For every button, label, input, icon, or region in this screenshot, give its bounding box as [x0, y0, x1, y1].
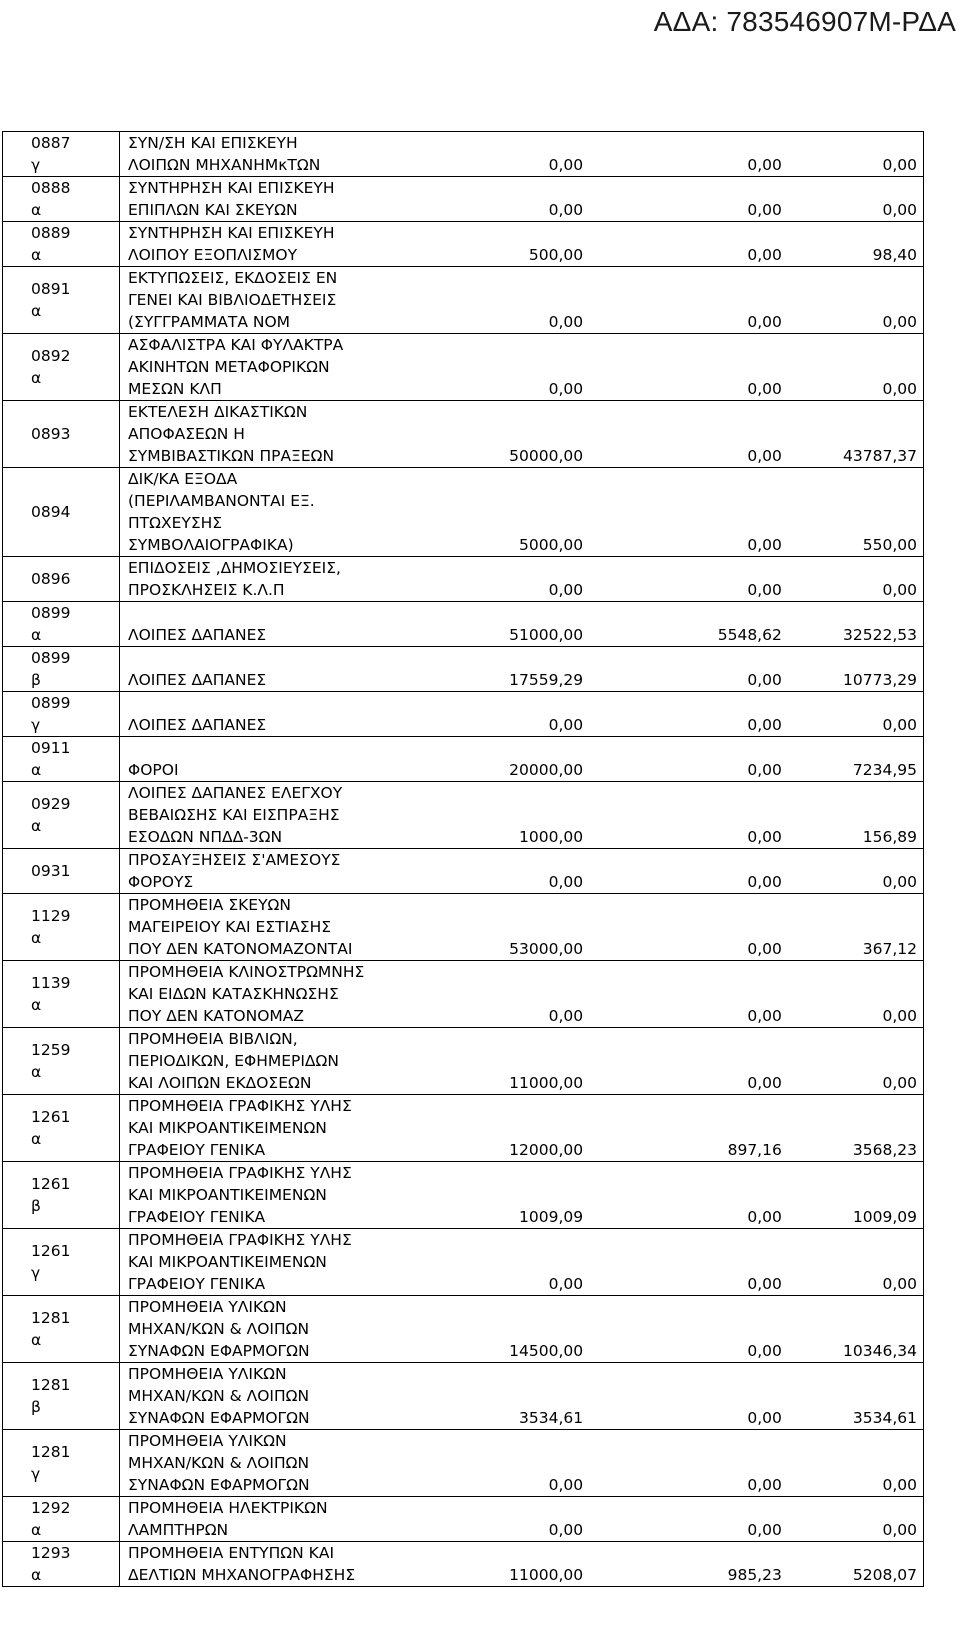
row-code: 0887	[31, 134, 71, 152]
row-code: 0899	[31, 694, 71, 712]
row-description-line: ΔΙΚ/ΚΑ ΕΞΟΔΑ	[128, 470, 238, 488]
row-description-line: ΠΤΩΧΕΥΣΗΣ	[128, 514, 223, 532]
row-value-v1: 14500,00	[509, 1342, 584, 1360]
row-code: 0888	[31, 179, 71, 197]
row-value-v1: 1000,00	[519, 828, 584, 846]
row-code: 1139	[31, 974, 71, 992]
table-row	[3, 1229, 924, 1296]
table-row	[3, 737, 924, 782]
table-row	[3, 849, 924, 894]
table-row	[3, 1430, 924, 1497]
row-value-v3: 10773,29	[843, 671, 917, 689]
row-content-cell	[120, 1497, 924, 1542]
row-content-cell	[120, 1542, 924, 1587]
row-code: 1261	[31, 1242, 71, 1260]
row-value-v1: 0,00	[548, 873, 584, 891]
table-row	[3, 1095, 924, 1162]
row-value-v3: 10346,34	[843, 1342, 917, 1360]
row-code-cell	[3, 401, 120, 468]
row-content-cell	[120, 1095, 924, 1162]
row-value-v1: 0,00	[548, 201, 584, 219]
row-description-line: ΜΑΓΕΙΡΕΙΟΥ ΚΑΙ ΕΣΤΙΑΣΗΣ	[128, 918, 332, 936]
row-code: 1281	[31, 1309, 71, 1327]
row-content-cell	[120, 177, 924, 222]
row-subcode: β	[31, 1398, 41, 1416]
row-code: 1259	[31, 1041, 71, 1059]
row-subcode: α	[31, 369, 42, 387]
row-description	[128, 669, 384, 691]
row-subcode: γ	[31, 156, 41, 174]
row-value-v1: 0,00	[548, 716, 584, 734]
row-subcode: β	[31, 1197, 41, 1215]
row-value-v2: 0,00	[747, 313, 782, 331]
row-value-v2: 0,00	[747, 1007, 782, 1025]
table-row	[3, 692, 924, 737]
table-row	[3, 222, 924, 267]
row-value-v2: 5548,62	[717, 626, 782, 644]
row-value-v2: 0,00	[747, 1208, 782, 1226]
row-code-cell	[3, 961, 120, 1028]
row-content-cell	[120, 401, 924, 468]
row-subcode: α	[31, 761, 42, 779]
row-code-cell	[3, 132, 120, 177]
row-content-cell	[120, 557, 924, 602]
row-description-line: ΣΥΜΒΙΒΑΣΤΙΚΩΝ ΠΡΑΞΕΩΝ	[128, 447, 335, 465]
row-description	[128, 1229, 384, 1295]
row-value-v2: 0,00	[747, 1476, 782, 1494]
row-value-v3: 7234,95	[852, 761, 917, 779]
row-description-line: ΜΗΧΑΝ/ΚΩΝ & ΛΟΙΠΩΝ	[128, 1454, 310, 1472]
row-value-v2: 0,00	[747, 1521, 782, 1539]
row-value-v3: 0,00	[882, 581, 917, 599]
row-description-line: ΦΟΡΟΙ	[128, 761, 179, 779]
row-description-line: ΑΣΦΑΛΙΣΤΡΑ ΚΑΙ ΦΥΛΑΚΤΡΑ	[128, 336, 344, 354]
row-code-cell	[3, 1363, 120, 1430]
row-value-v3: 0,00	[882, 201, 917, 219]
row-subcode: α	[31, 1331, 42, 1349]
budget-table	[2, 131, 924, 1587]
row-description-line: ΕΠΙΠΛΩΝ ΚΑΙ ΣΚΕΥΩΝ	[128, 201, 298, 219]
row-value-v2: 0,00	[747, 447, 782, 465]
table-row	[3, 1542, 924, 1587]
table-row	[3, 1028, 924, 1095]
row-description-line: ΠΡΟΜΗΘΕΙΑ ΥΛΙΚΩΝ	[128, 1298, 287, 1316]
row-value-v2: 0,00	[747, 1074, 782, 1092]
row-code: 1261	[31, 1108, 71, 1126]
row-description-line: ΛΟΙΠΕΣ ΔΑΠΑΝΕΣ	[128, 671, 267, 689]
row-description-line: ΣΥΝΤΗΡΗΣΗ ΚΑΙ ΕΠΙΣΚΕΥΗ	[128, 224, 335, 242]
row-content-cell	[120, 468, 924, 557]
row-subcode: α	[31, 302, 42, 320]
row-description-line: ΑΚΙΝΗΤΩΝ ΜΕΤΑΦΟΡΙΚΩΝ	[128, 358, 330, 376]
row-code-cell	[3, 177, 120, 222]
row-subcode: γ	[31, 716, 41, 734]
row-value-v2: 0,00	[747, 581, 782, 599]
row-code-cell	[3, 222, 120, 267]
row-value-v3: 3534,61	[852, 1409, 917, 1427]
row-description-line: ΠΡΟΜΗΘΕΙΑ ΥΛΙΚΩΝ	[128, 1365, 287, 1383]
table-row	[3, 1296, 924, 1363]
row-description	[128, 401, 384, 467]
row-code-cell	[3, 692, 120, 737]
table-row	[3, 782, 924, 849]
row-subcode: γ	[31, 1264, 41, 1282]
row-code: 0911	[31, 739, 71, 757]
row-description-line: ΓΡΑΦΕΙΟΥ ΓΕΝΙΚΑ	[128, 1275, 266, 1293]
row-description-line: ΜΕΣΩΝ ΚΛΠ	[128, 380, 222, 398]
row-code: 0899	[31, 649, 71, 667]
row-subcode: α	[31, 246, 42, 264]
table-row	[3, 1497, 924, 1542]
row-value-v3: 156,89	[862, 828, 917, 846]
row-value-v2: 0,00	[747, 761, 782, 779]
row-value-v1: 17559,29	[509, 671, 584, 689]
row-description-line: ΠΡΟΜΗΘΕΙΑ ΓΡΑΦΙΚΗΣ ΥΛΗΣ	[128, 1097, 352, 1115]
table-row	[3, 468, 924, 557]
table-row	[3, 267, 924, 334]
row-description-line: ΠΡΟΜΗΘΕΙΑ ΥΛΙΚΩΝ	[128, 1432, 287, 1450]
table-row	[3, 132, 924, 177]
row-value-v1: 0,00	[548, 1521, 584, 1539]
row-description-line: ΕΚΤΥΠΩΣΕΙΣ, ΕΚΔΟΣΕΙΣ ΕΝ	[128, 269, 338, 287]
row-content-cell	[120, 692, 924, 737]
row-value-v3: 550,00	[862, 536, 917, 554]
row-content-cell	[120, 782, 924, 849]
budget-table-body	[3, 132, 924, 1587]
row-subcode: α	[31, 1521, 42, 1539]
row-description-line: ΛΟΙΠΕΣ ΔΑΠΑΝΕΣ	[128, 626, 267, 644]
row-code-cell	[3, 1095, 120, 1162]
row-description-line: ΠΟΥ ΔΕΝ ΚΑΤΟΝΟΜΑΖ	[128, 1007, 304, 1025]
row-description-line: ΛΑΜΠΤΗΡΩΝ	[128, 1521, 229, 1539]
row-code: 1281	[31, 1443, 71, 1461]
row-code-cell	[3, 737, 120, 782]
row-description-line: ΚΑΙ ΜΙΚΡΟΑΝΤΙΚΕΙΜΕΝΩΝ	[128, 1186, 327, 1204]
row-description-line: (ΣΥΓΓΡΑΜΜΑΤΑ ΝΟΜ	[128, 313, 291, 331]
row-description-line: ΠΡΟΣΚΛΗΣΕΙΣ Κ.Λ.Π	[128, 581, 285, 599]
row-value-v2: 985,23	[727, 1566, 782, 1584]
row-subcode: α	[31, 929, 42, 947]
row-code-cell	[3, 849, 120, 894]
row-description-line: ΒΕΒΑΙΩΣΗΣ ΚΑΙ ΕΙΣΠΡΑΞΗΣ	[128, 806, 340, 824]
row-description-line: ΠΕΡΙΟΔΙΚΩΝ, ΕΦΗΜΕΡΙΔΩΝ	[128, 1052, 339, 1070]
row-description-line: ΣΥΜΒΟΛΑΙΟΓΡΑΦΙΚΑ)	[128, 536, 294, 554]
table-row	[3, 961, 924, 1028]
row-description-line: ΛΟΙΠΩΝ ΜΗΧΑΝΗΜκΤΩΝ	[128, 156, 321, 174]
row-description-line: ΛΟΙΠΕΣ ΔΑΠΑΝΕΣ	[128, 716, 267, 734]
row-description-line: ΠΡΟΜΗΘΕΙΑ ΕΝΤΥΠΩΝ ΚΑΙ	[128, 1544, 335, 1562]
row-description-line: ΕΚΤΕΛΕΣΗ ΔΙΚΑΣΤΙΚΩΝ	[128, 403, 308, 421]
row-description	[128, 1028, 384, 1094]
row-description-line: ΓΕΝΕΙ ΚΑΙ ΒΙΒΛΙΟΔΕΤΗΣΕΙΣ	[128, 291, 337, 309]
row-value-v2: 0,00	[747, 873, 782, 891]
row-subcode: α	[31, 626, 42, 644]
table-row	[3, 1363, 924, 1430]
row-description-line: ΠΡΟΜΗΘΕΙΑ ΚΛΙΝΟΣΤΡΩΜΝΗΣ	[128, 963, 365, 981]
row-value-v2: 0,00	[747, 536, 782, 554]
row-description-line: ΣΥΝ/ΣΗ ΚΑΙ ΕΠΙΣΚΕΥΗ	[128, 134, 298, 152]
row-description	[128, 714, 384, 736]
row-value-v1: 20000,00	[509, 761, 584, 779]
row-code: 1293	[31, 1544, 71, 1562]
row-content-cell	[120, 1028, 924, 1095]
row-description	[128, 132, 384, 176]
row-subcode: β	[31, 671, 41, 689]
row-content-cell	[120, 602, 924, 647]
row-description-line: ΣΥΝΑΦΩΝ ΕΦΑΡΜΟΓΩΝ	[128, 1476, 310, 1494]
row-subcode: α	[31, 201, 42, 219]
row-value-v2: 0,00	[747, 1342, 782, 1360]
row-description-line: ΠΟΥ ΔΕΝ ΚΑΤΟΝΟΜΑΖΟΝΤΑΙ	[128, 940, 353, 958]
row-code-cell	[3, 647, 120, 692]
row-code-cell	[3, 1162, 120, 1229]
row-content-cell	[120, 961, 924, 1028]
row-code-cell	[3, 1296, 120, 1363]
row-code-cell	[3, 1542, 120, 1587]
row-value-v1: 53000,00	[509, 940, 584, 958]
row-description-line: ΚΑΙ ΛΟΙΠΩΝ ΕΚΔΟΣΕΩΝ	[128, 1074, 312, 1092]
row-description	[128, 1497, 384, 1541]
row-value-v1: 0,00	[548, 581, 584, 599]
row-code: 0899	[31, 604, 71, 622]
row-value-v1: 500,00	[528, 246, 584, 264]
row-description-line: ΠΡΟΣΑΥΞΗΣΕΙΣ Σ'ΑΜΕΣΟΥΣ	[128, 851, 341, 869]
row-value-v2: 0,00	[747, 716, 782, 734]
table-row	[3, 401, 924, 468]
ada-header: ΑΔΑ: 783546907Μ-ΡΔΑ	[653, 6, 956, 37]
row-content-cell	[120, 894, 924, 961]
row-description-line: ΠΡΟΜΗΘΕΙΑ ΓΡΑΦΙΚΗΣ ΥΛΗΣ	[128, 1164, 352, 1182]
row-code-cell	[3, 782, 120, 849]
row-value-v3: 0,00	[882, 1074, 917, 1092]
row-value-v3: 0,00	[882, 1275, 917, 1293]
row-description	[128, 1095, 384, 1161]
row-description-line: ΚΑΙ ΜΙΚΡΟΑΝΤΙΚΕΙΜΕΝΩΝ	[128, 1253, 327, 1271]
row-value-v3: 367,12	[862, 940, 917, 958]
row-content-cell	[120, 737, 924, 782]
row-value-v1: 3534,61	[519, 1409, 584, 1427]
row-value-v2: 0,00	[747, 671, 782, 689]
row-code: 0896	[31, 570, 71, 588]
row-description-line: ΛΟΙΠΟΥ ΕΞΟΠΛΙΣΜΟΥ	[128, 246, 298, 264]
row-description	[128, 222, 384, 266]
row-value-v3: 32522,53	[843, 626, 917, 644]
row-description	[128, 1542, 384, 1586]
row-value-v1: 0,00	[548, 313, 584, 331]
row-value-v2: 0,00	[747, 1409, 782, 1427]
row-description-line: ΓΡΑΦΕΙΟΥ ΓΕΝΙΚΑ	[128, 1141, 266, 1159]
row-description-line: ΦΟΡΟΥΣ	[128, 873, 194, 891]
row-description-line: ΓΡΑΦΕΙΟΥ ΓΕΝΙΚΑ	[128, 1208, 266, 1226]
row-value-v2: 897,16	[727, 1141, 782, 1159]
row-description-line: ΠΡΟΜΗΘΕΙΑ ΒΙΒΛΙΩΝ,	[128, 1030, 298, 1048]
row-code-cell	[3, 602, 120, 647]
row-description	[128, 267, 384, 333]
row-value-v1: 12000,00	[509, 1141, 584, 1159]
row-value-v3: 0,00	[882, 1007, 917, 1025]
row-value-v1: 0,00	[548, 1476, 584, 1494]
row-value-v2: 0,00	[747, 201, 782, 219]
row-description-line: (ΠΕΡΙΛΑΜΒΑΝΟΝΤΑΙ ΕΞ.	[128, 492, 315, 510]
table-row	[3, 1162, 924, 1229]
row-code-cell	[3, 1229, 120, 1296]
row-code-cell	[3, 1430, 120, 1497]
table-row	[3, 894, 924, 961]
row-description	[128, 759, 384, 781]
row-value-v1: 5000,00	[519, 536, 584, 554]
row-content-cell	[120, 1162, 924, 1229]
table-row	[3, 602, 924, 647]
table-row	[3, 334, 924, 401]
row-description	[128, 624, 384, 646]
row-description-line: ΑΠΟΦΑΣΕΩΝ Η	[128, 425, 245, 443]
row-value-v3: 0,00	[882, 1476, 917, 1494]
row-description	[128, 177, 384, 221]
row-subcode: γ	[31, 1465, 41, 1483]
row-description-line: ΜΗΧΑΝ/ΚΩΝ & ΛΟΙΠΩΝ	[128, 1320, 310, 1338]
row-value-v1: 0,00	[548, 1275, 584, 1293]
row-code-cell	[3, 557, 120, 602]
row-content-cell	[120, 222, 924, 267]
row-code-cell	[3, 267, 120, 334]
row-value-v3: 1009,09	[852, 1208, 917, 1226]
row-content-cell	[120, 849, 924, 894]
row-content-cell	[120, 1363, 924, 1430]
row-code-cell	[3, 894, 120, 961]
row-code: 1292	[31, 1499, 71, 1517]
row-code: 1261	[31, 1175, 71, 1193]
row-description-line: ΚΑΙ ΜΙΚΡΟΑΝΤΙΚΕΙΜΕΝΩΝ	[128, 1119, 327, 1137]
row-code: 0891	[31, 280, 71, 298]
row-content-cell	[120, 1430, 924, 1497]
row-description	[128, 1363, 384, 1429]
row-description	[128, 894, 384, 960]
row-subcode: α	[31, 817, 42, 835]
row-description	[128, 782, 384, 848]
row-code: 0931	[31, 862, 71, 880]
row-description	[128, 334, 384, 400]
row-description	[128, 849, 384, 893]
row-description-line: ΜΗΧΑΝ/ΚΩΝ & ΛΟΙΠΩΝ	[128, 1387, 310, 1405]
row-code: 1129	[31, 907, 71, 925]
row-value-v2: 0,00	[747, 828, 782, 846]
row-content-cell	[120, 267, 924, 334]
row-value-v3: 98,40	[872, 246, 917, 264]
row-value-v1: 1009,09	[519, 1208, 584, 1226]
row-description-line: ΛΟΙΠΕΣ ΔΑΠΑΝΕΣ ΕΛΕΓΧΟΥ	[128, 784, 343, 802]
row-description-line: ΣΥΝΤΗΡΗΣΗ ΚΑΙ ΕΠΙΣΚΕΥΗ	[128, 179, 335, 197]
row-description	[128, 961, 384, 1027]
row-value-v3: 0,00	[882, 873, 917, 891]
row-content-cell	[120, 1229, 924, 1296]
row-code: 0889	[31, 224, 71, 242]
row-code-cell	[3, 1497, 120, 1542]
row-value-v1: 50000,00	[509, 447, 584, 465]
row-value-v3: 0,00	[882, 1521, 917, 1539]
row-value-v3: 0,00	[882, 716, 917, 734]
row-description-line: ΕΠΙΔΟΣΕΙΣ ,ΔΗΜΟΣΙΕΥΣΕΙΣ,	[128, 559, 341, 577]
row-description	[128, 1430, 384, 1496]
row-code: 0894	[31, 503, 71, 521]
table-row	[3, 177, 924, 222]
row-code: 0929	[31, 795, 71, 813]
row-value-v1: 11000,00	[509, 1074, 584, 1092]
row-code-cell	[3, 1028, 120, 1095]
row-description-line: ΣΥΝΑΦΩΝ ΕΦΑΡΜΟΓΩΝ	[128, 1342, 310, 1360]
row-subcode: α	[31, 1566, 42, 1584]
row-value-v1: 11000,00	[509, 1566, 584, 1584]
row-content-cell	[120, 647, 924, 692]
row-description	[128, 468, 384, 556]
row-description	[128, 557, 384, 601]
row-code: 0892	[31, 347, 71, 365]
row-description-line: ΕΣΟΔΩΝ ΝΠΔΔ-3ΩΝ	[128, 828, 283, 846]
row-description	[128, 1296, 384, 1362]
row-content-cell	[120, 132, 924, 177]
row-subcode: α	[31, 1130, 42, 1148]
row-value-v3: 5208,07	[852, 1566, 917, 1584]
table-row	[3, 557, 924, 602]
row-description	[128, 1162, 384, 1228]
row-code: 1281	[31, 1376, 71, 1394]
row-value-v2: 0,00	[747, 156, 782, 174]
row-code: 0893	[31, 425, 71, 443]
row-description-line: ΔΕΛΤΙΩΝ ΜΗΧΑΝΟΓΡΑΦΗΣΗΣ	[128, 1566, 356, 1584]
row-description-line: ΠΡΟΜΗΘΕΙΑ ΓΡΑΦΙΚΗΣ ΥΛΗΣ	[128, 1231, 352, 1249]
row-value-v3: 3568,23	[852, 1141, 917, 1159]
row-value-v3: 0,00	[882, 156, 917, 174]
row-description-line: ΠΡΟΜΗΘΕΙΑ ΗΛΕΚΤΡΙΚΩΝ	[128, 1499, 328, 1517]
row-value-v1: 0,00	[548, 380, 584, 398]
row-description-line: ΣΥΝΑΦΩΝ ΕΦΑΡΜΟΓΩΝ	[128, 1409, 310, 1427]
row-subcode: α	[31, 996, 42, 1014]
row-code-cell	[3, 468, 120, 557]
row-value-v2: 0,00	[747, 380, 782, 398]
row-description-line: ΠΡΟΜΗΘΕΙΑ ΣΚΕΥΩΝ	[128, 896, 291, 914]
row-value-v2: 0,00	[747, 246, 782, 264]
row-value-v3: 0,00	[882, 380, 917, 398]
row-content-cell	[120, 334, 924, 401]
row-value-v1: 51000,00	[509, 626, 584, 644]
row-value-v3: 0,00	[882, 313, 917, 331]
row-content-cell	[120, 1296, 924, 1363]
row-value-v2: 0,00	[747, 940, 782, 958]
row-value-v1: 0,00	[548, 156, 584, 174]
row-value-v3: 43787,37	[843, 447, 917, 465]
row-value-v2: 0,00	[747, 1275, 782, 1293]
row-code-cell	[3, 334, 120, 401]
table-row	[3, 647, 924, 692]
row-subcode: α	[31, 1063, 42, 1081]
row-description-line: ΚΑΙ ΕΙΔΩΝ ΚΑΤΑΣΚΗΝΩΣΗΣ	[128, 985, 339, 1003]
row-value-v1: 0,00	[548, 1007, 584, 1025]
